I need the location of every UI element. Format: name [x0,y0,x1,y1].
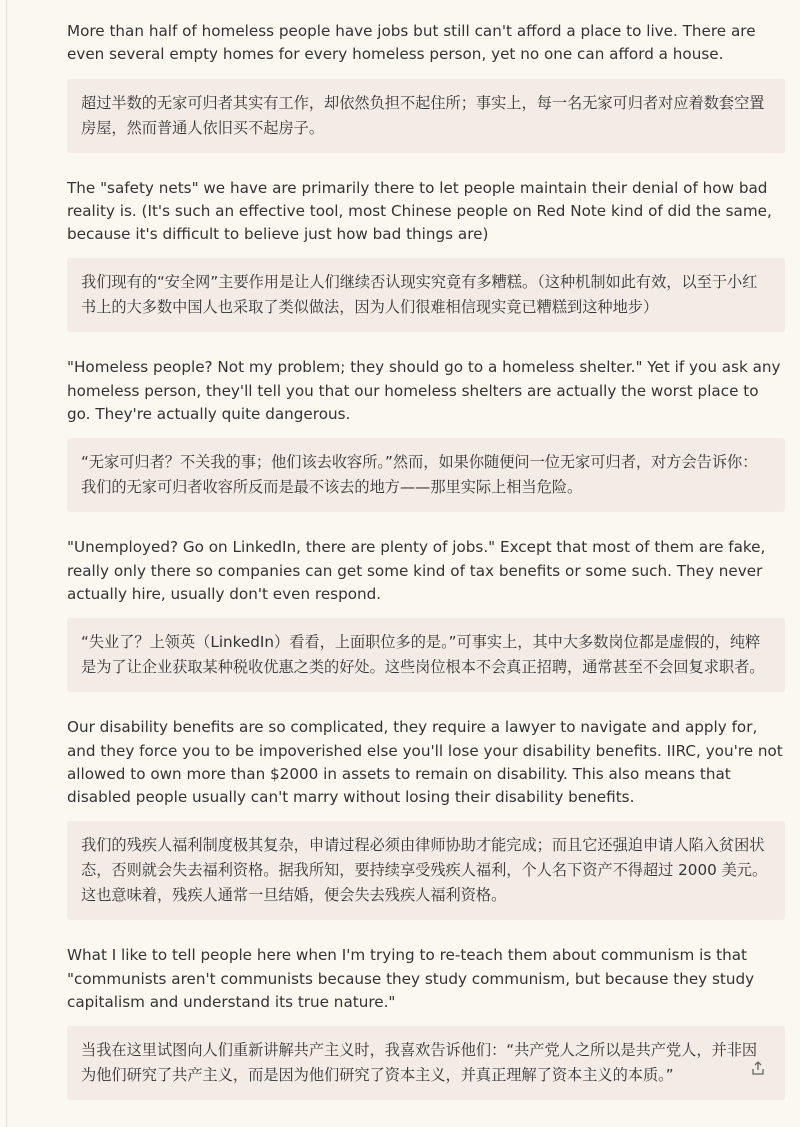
chinese-translation-block: 我们的残疾人福利制度极其复杂，申请过程必须由律师协助才能完成；而且它还强迫申请人陷入贫困状态，否则就会失去福利资格。据我所知，要持续享受残疾人福利，个人名下资产不得超过 2000 美元。这也意味着，残疾人通常一旦结婚，便会失去残疾人福利资格。 [67,821,785,920]
paragraph-pair [67,536,785,692]
share-icon-glyph [751,1061,765,1075]
share-icon[interactable] [751,1061,765,1079]
paragraph-pair [67,177,785,333]
translation-document [67,20,785,1124]
english-paragraph: What I like to tell people here when I'm trying to re-teach them about communism is that "communists aren't communists because they study communism, but because they study capitalism and understand its true nature." [67,946,755,1012]
page-edge-line [6,0,7,1127]
paragraph-pair [67,944,785,1100]
chinese-translation-block: “无家可归者？不关我的事；他们该去收容所。”然而，如果你随便问一位无家可归者，对方会告诉你：我们的无家可归者收容所反而是最不该去的地方——那里实际上相当危险。 [67,438,785,512]
paragraph-pair [67,20,785,153]
chinese-translation-block: “失业了？上领英（LinkedIn）看看，上面职位多的是。”可事实上，其中大多数岗位都是虚假的，纯粹是为了让企业获取某种税收优惠之类的好处。这些岗位根本不会真正招聘，通常甚至不会回复求职者。 [67,618,785,692]
paragraph-pair [67,356,785,512]
english-paragraph: "Unemployed? Go on LinkedIn, there are plenty of jobs." Except that most of them are fake, really only there so companies can get some kind of tax benefits or some such. They never actually hire, usually don't even respond. [67,538,766,603]
chinese-translation-block: 超过半数的无家可归者其实有工作，却依然负担不起住所；事实上，每一名无家可归者对应着数套空置房屋，然而普通人依旧买不起房子。 [67,79,785,153]
english-paragraph: "Homeless people? Not my problem; they should go to a homeless shelter." Yet if you ask any homeless person, they'll tell you that our homeless shelters are actually the worst place to go. They're actually quite dangerous. [67,358,781,424]
chinese-translation-block: 当我在这里试图向人们重新讲解共产主义时，我喜欢告诉他们：“共产党人之所以是共产党人，并非因为他们研究了共产主义，而是因为他们研究了资本主义，并真正理解了资本主义的本质。” [67,1026,785,1100]
english-paragraph: Our disability benefits are so complicated, they require a lawyer to navigate and apply for, and they force you to be impoverished else you'll lose your disability benefits. IIRC, you're not allowed to own more than $2000 in assets to remain on disability. This also means that disabled people usually can't marry without losing their disability benefits. [67,718,783,807]
paragraph-pair [67,716,785,920]
english-paragraph: More than half of homeless people have jobs but still can't afford a place to live. There are even several empty homes for every homeless person, yet no one can afford a house. [67,22,756,64]
english-paragraph: The "safety nets" we have are primarily there to let people maintain their denial of how bad reality is. (It's such an effective tool, most Chinese people on Red Note kind of did the same, because it's difficult to believe just how bad things are) [67,178,772,244]
chinese-translation-block: 我们现有的“安全网”主要作用是让人们继续否认现实究竟有多糟糕。（这种机制如此有效，以至于小红书上的大多数中国人也采取了类似做法，因为人们很难相信现实竟已糟糕到这种地步） [67,258,785,332]
